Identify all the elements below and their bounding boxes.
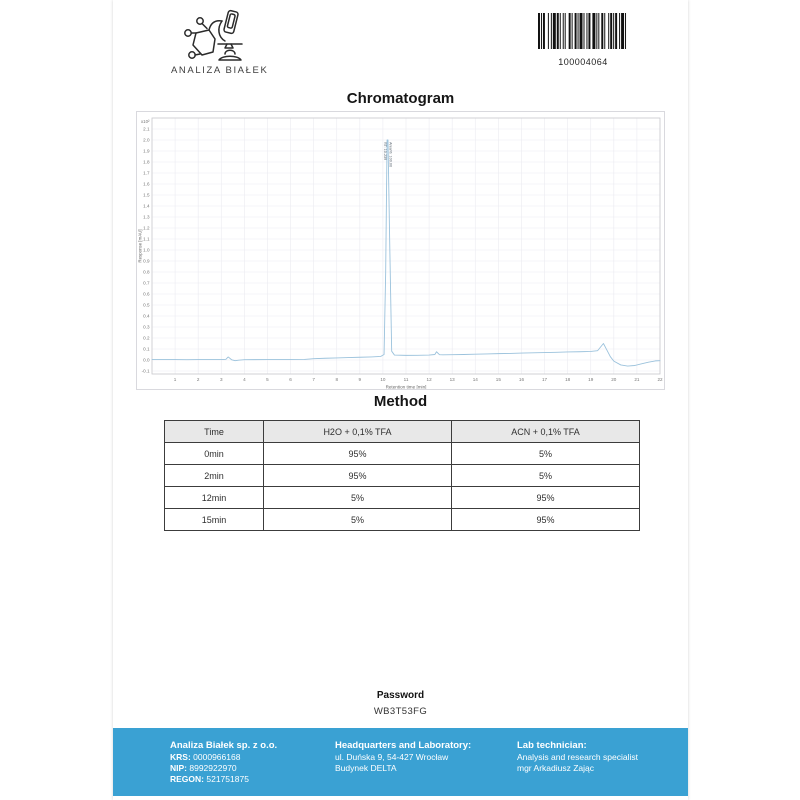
svg-text:20: 20 [611, 377, 617, 382]
chromatogram-chart [136, 111, 665, 390]
table-cell: 95% [264, 443, 452, 465]
table-cell: 5% [264, 487, 452, 509]
footer-company-name: Analiza Białek sp. z o.o. [170, 740, 278, 751]
svg-text:1.9: 1.9 [143, 148, 150, 154]
footer-technician [517, 740, 638, 774]
svg-text:1.5: 1.5 [143, 192, 150, 198]
barcode [537, 13, 629, 67]
svg-text:0.7: 0.7 [143, 280, 150, 286]
svg-text:Retention time [min]: Retention time [min] [385, 384, 427, 389]
molecule-microscope-icon [182, 8, 248, 62]
svg-text:3: 3 [219, 377, 223, 382]
table-row [165, 443, 640, 465]
barcode-number: 100004064 [558, 57, 608, 67]
svg-text:4: 4 [243, 377, 246, 382]
svg-text:1.8: 1.8 [143, 159, 150, 165]
footer-regon-value: 521751875 [206, 774, 249, 784]
svg-text:0.2: 0.2 [143, 335, 150, 341]
svg-text:2.1: 2.1 [143, 126, 150, 132]
svg-text:2.0: 2.0 [143, 137, 150, 143]
svg-text:1.3: 1.3 [143, 214, 150, 220]
table-cell: 95% [264, 465, 452, 487]
svg-text:8: 8 [335, 377, 339, 382]
svg-text:18: 18 [565, 377, 571, 382]
svg-text:5: 5 [266, 377, 269, 382]
svg-text:1: 1 [173, 377, 177, 382]
svg-text:6: 6 [289, 377, 292, 382]
svg-text:12: 12 [426, 377, 432, 382]
footer-company [170, 740, 277, 785]
footer-tech-title: Lab technician: [517, 740, 587, 751]
svg-text:1.6: 1.6 [143, 181, 150, 187]
logo-text: ANALIZA BIAŁEK [171, 65, 269, 76]
footer-regon-label: REGON: [170, 774, 204, 784]
table-cell: 5% [452, 443, 640, 465]
chromatogram-plot [137, 112, 664, 389]
svg-text:0.6: 0.6 [143, 291, 150, 297]
svg-text:22: 22 [657, 377, 663, 382]
footer-nip-value: 8992922970 [189, 763, 237, 773]
table-row [165, 465, 640, 487]
footer-nip-label: NIP: [170, 763, 187, 773]
table-header-cell: H2O + 0,1% TFA [264, 421, 452, 443]
footer [113, 728, 688, 796]
svg-text:-0.1: -0.1 [141, 368, 150, 374]
svg-text:14: 14 [472, 377, 478, 382]
peak-annotation: Area%: 100.00 [388, 142, 393, 168]
svg-text:0.9: 0.9 [143, 258, 150, 264]
table-cell: 0min [165, 443, 264, 465]
svg-text:0.0: 0.0 [143, 357, 150, 363]
table-cell: 95% [452, 509, 640, 531]
footer-headquarters [335, 740, 471, 774]
svg-text:1.1: 1.1 [143, 236, 150, 242]
footer-krs-value: 0000966168 [193, 752, 241, 762]
svg-text:21: 21 [634, 377, 640, 382]
svg-text:10: 10 [380, 377, 386, 382]
password-value: WB3T53FG [373, 706, 428, 717]
svg-text:19: 19 [588, 377, 594, 382]
svg-text:0.8: 0.8 [143, 269, 150, 275]
svg-text:11: 11 [403, 377, 409, 382]
footer-tech-line2: mgr Arkadiusz Zając [517, 763, 594, 773]
footer-regon [170, 774, 277, 785]
svg-text:16: 16 [518, 377, 525, 382]
svg-text:2: 2 [196, 377, 200, 382]
svg-text:1.7: 1.7 [143, 170, 150, 176]
password-label: Password [376, 690, 425, 701]
table-cell: 15min [165, 509, 264, 531]
logo [171, 8, 269, 76]
table-row [165, 509, 640, 531]
document-page [113, 0, 688, 800]
table-cell: 5% [452, 465, 640, 487]
table-cell: 95% [452, 487, 640, 509]
svg-text:1.2: 1.2 [143, 225, 150, 231]
footer-hq-address2: Budynek DELTA [335, 763, 397, 773]
footer-krs [170, 752, 277, 763]
svg-text:0.1: 0.1 [143, 346, 150, 352]
svg-text:7: 7 [312, 377, 315, 382]
svg-text:1.0: 1.0 [143, 247, 150, 253]
svg-text:x10²: x10² [140, 119, 150, 124]
footer-krs-label: KRS: [170, 752, 191, 762]
svg-text:13: 13 [449, 377, 455, 382]
table-row [165, 487, 640, 509]
table-cell: 12min [165, 487, 264, 509]
svg-text:9: 9 [358, 377, 362, 382]
peak-annotation: RT: 10.239 [383, 142, 388, 161]
table-cell: 5% [264, 509, 452, 531]
footer-tech-line1: Analysis and research specialist [517, 752, 638, 762]
footer-nip [170, 763, 277, 774]
method-title: Method [373, 393, 428, 410]
svg-text:17: 17 [541, 377, 548, 382]
table-header-cell: ACN + 0,1% TFA [452, 421, 640, 443]
footer-hq-address1: ul. Duńska 9, 54-427 Wrocław [335, 752, 449, 762]
svg-text:15: 15 [495, 377, 501, 382]
svg-text:Response [mAU]: Response [mAU] [137, 229, 143, 263]
svg-text:1.4: 1.4 [143, 203, 150, 209]
svg-text:0.4: 0.4 [143, 313, 150, 319]
table-header-cell: Time [165, 421, 264, 443]
svg-text:0.5: 0.5 [143, 302, 150, 308]
chromatogram-title: Chromatogram [346, 90, 455, 107]
table-cell: 2min [165, 465, 264, 487]
footer-hq-title: Headquarters and Laboratory: [335, 740, 472, 751]
method-table [164, 420, 640, 531]
svg-text:0.3: 0.3 [143, 324, 150, 330]
barcode-bars-icon [538, 13, 628, 50]
